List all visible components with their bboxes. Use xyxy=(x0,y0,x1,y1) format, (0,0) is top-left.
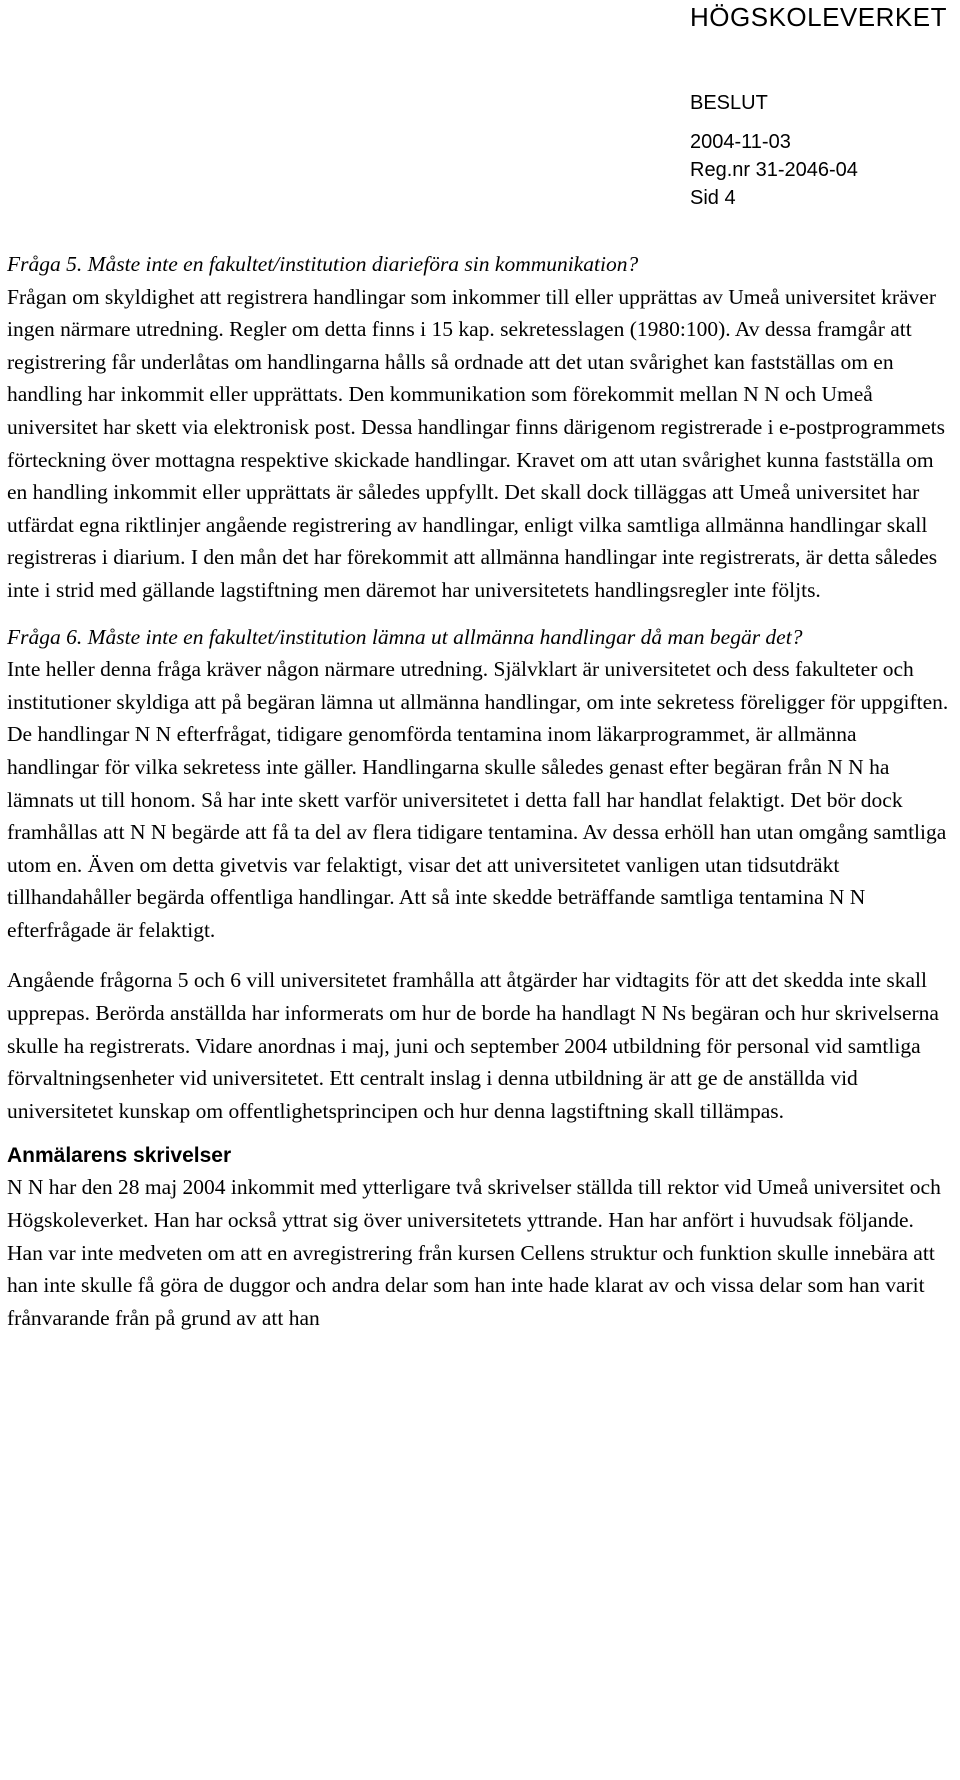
question-6: Fråga 6. Måste inte en fakultet/institution lämna ut allmänna handlingar då man begär det? xyxy=(7,624,803,649)
answer-5: Frågan om skyldighet att registrera handlingar som inkommer till eller upprättas av Umeå universitet kräver ingen närmare utredning. Regler om detta finns i 15 kap. sekretesslagen (1980:100). Av dessa framgår att registrering får underlåtas om handlingarna hålls så ordnade att det utan svårighet kan fastställas om en handling har inkommit eller upprättats. Den kommunikation som förekommit mellan N N och Umeå universitet har skett via elektronisk post. Dessa handlingar finns därigenom registrerade i e-postprogrammets förteckning över mottagna respektive skickade handlingar. Kravet om att utan svårighet kunna fastställa om en handling inkommit eller upprättats är således uppfyllt. Det skall dock tilläggas att Umeå universitet har utfärdat egna riktlinjer angående registrering av handlingar, enligt vilka samtliga allmänna handlingar skall registreras i diarium. I den mån det har förekommit att allmänna handlingar inte registrerats, är detta således inte i strid med gällande lagstiftning men däremot har universitetets handlingsregler inte följts. xyxy=(7,284,945,602)
complainant-paragraph: N N har den 28 maj 2004 inkommit med ytterligare två skrivelser ställda till rektor vid Umeå universitet och Högskoleverket. Han har också yttrat sig över universitetets yttrande. Han har anfört i huvudsak följande. Han var inte medveten om att en avregistrering från kursen Cellens struktur och funktion skulle innebära att han inte skulle få göra de duggor och andra delar som han inte hade klarat av och vissa delar som han varit frånvarande från på grund av att han xyxy=(7,1175,941,1330)
answer-6: Inte heller denna fråga kräver någon närmare utredning. Självklart är universitetet och dess fakulteter och institutioner skyldiga att på begäran lämna ut allmänna handlingar, om inte sekretess föreligger för uppgiften. De handlingar N N efterfrågat, tidigare genomförda tentamina inom läkarprogrammet, är allmänna handlingar för vilka sekretess inte gäller. Handlingarna skulle således genast efter begäran från N N ha lämnats ut till honom. Så har inte skett varför universitetet i detta fall har handlat felaktigt. Det bör dock framhållas att N N begärde att få ta del av flera tidigare tentamina. Av dessa erhöll han utan omgång samtliga utom en. Även om detta givetvis var felaktigt, visar det att universitetet vanligen utan tidsutdräkt tillhandahåller begärda offentliga handlingar. Att så inte skedde beträffande samtliga tentamina N N efterfrågade är felaktigt. xyxy=(7,657,949,942)
complainant-heading: Anmälarens skrivelser xyxy=(7,1144,232,1168)
document-type: BESLUT xyxy=(690,92,768,114)
document-meta xyxy=(690,86,858,212)
document-body xyxy=(7,248,952,1334)
registration-number: Reg.nr 31-2046-04 xyxy=(690,159,858,181)
summary-paragraph: Angående frågorna 5 och 6 vill universitetet framhålla att åtgärder har vidtagits för att det skedda inte skall upprepas. Berörda anställda har informerats om hur de borde ha handlagt N Ns begäran och hur skrivelserna skulle ha registrerats. Vidare anordnas i maj, juni och september 2004 utbildning för personal vid samtliga förvaltningsenheter vid universitetet. Ett centralt inslag i denna utbildning är att ge de anställda vid universitetet kunskap om offentlighetsprincipen och hur denna lagstiftning skall tillämpas. xyxy=(7,968,939,1123)
document-date: 2004-11-03 xyxy=(690,131,791,153)
page-number: Sid 4 xyxy=(690,187,736,209)
question-5: Fråga 5. Måste inte en fakultet/institution diarieföra sin kommunikation? xyxy=(7,252,639,276)
organization-name: HÖGSKOLEVERKET xyxy=(690,2,947,32)
